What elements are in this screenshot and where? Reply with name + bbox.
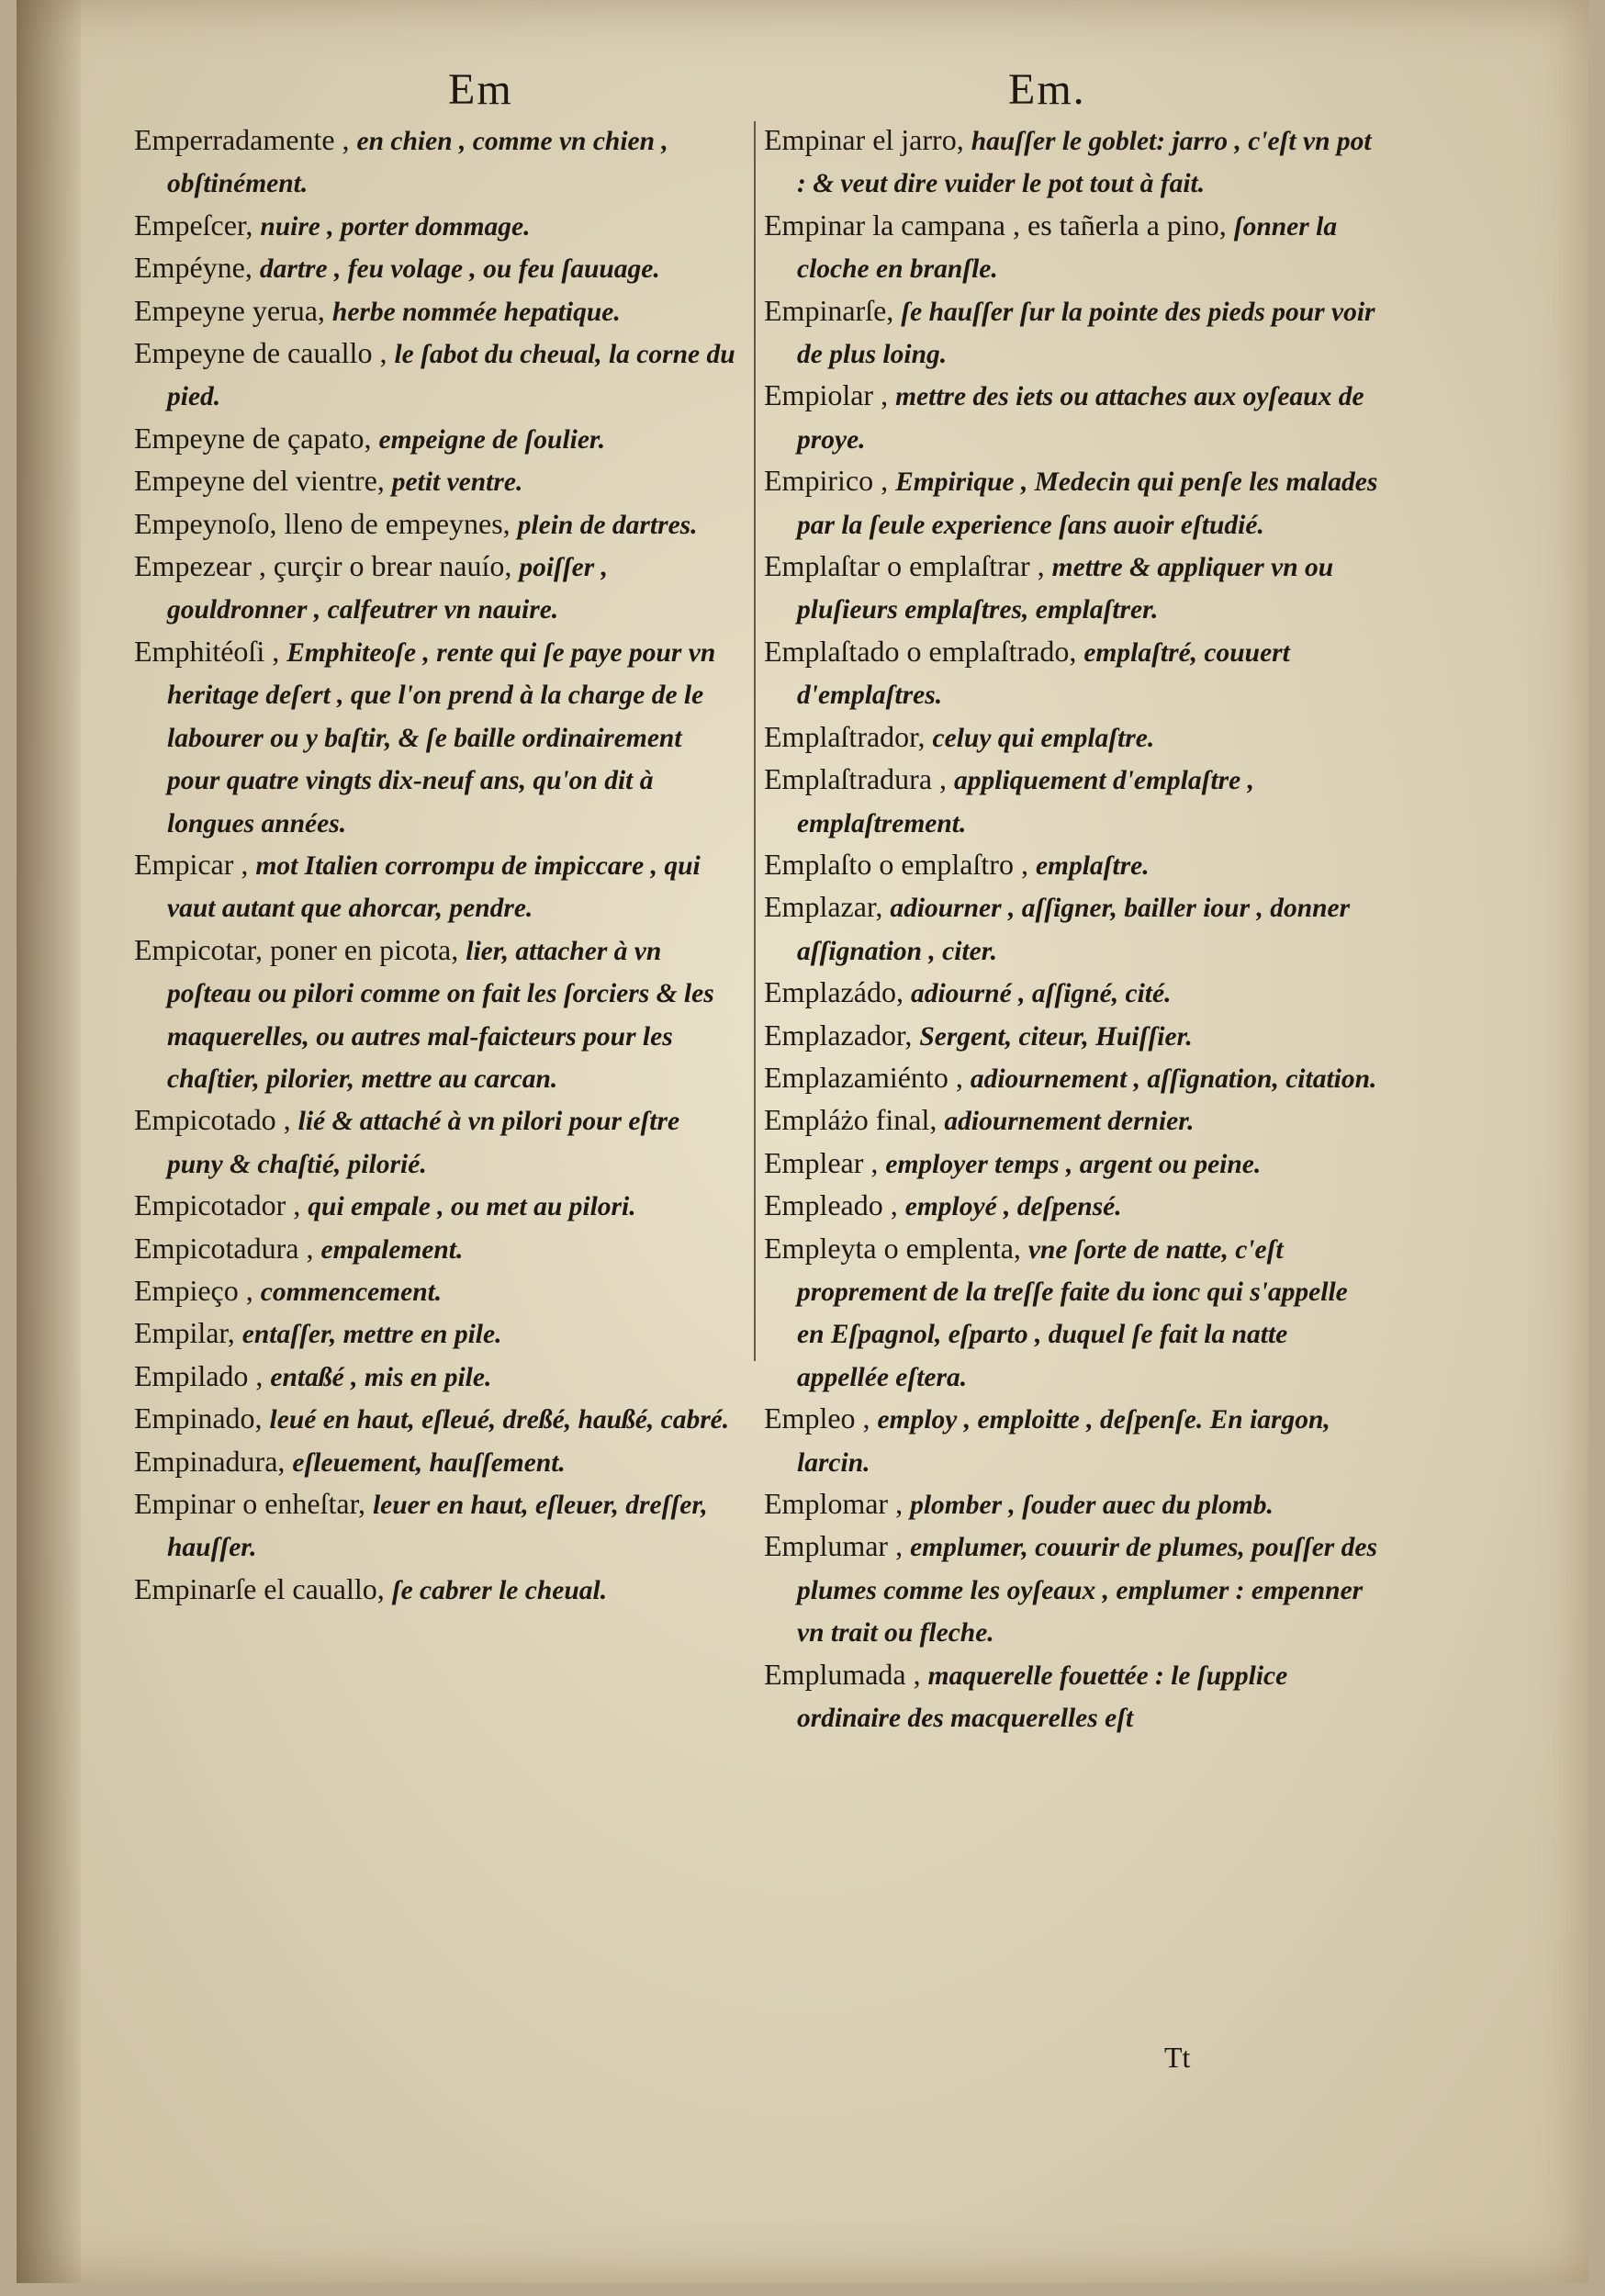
entry-headword: Empinarſe, bbox=[764, 293, 902, 327]
dictionary-entry bbox=[764, 546, 1379, 631]
dictionary-entry bbox=[764, 844, 1379, 886]
entry-definition: mot Italien corrompu de impiccare , qui vaut autant que ahorcar, pendre. bbox=[167, 850, 701, 924]
entry-definition: employé , deſpensé. bbox=[904, 1192, 1122, 1222]
entry-headword: Emphitéoſi , bbox=[134, 634, 287, 668]
entry-definition: employ , emploitte , deſpenſe. En iargon, larcin. bbox=[797, 1405, 1330, 1478]
dictionary-entry bbox=[764, 375, 1379, 460]
dictionary-entry bbox=[134, 1185, 740, 1227]
entry-definition: dartre , feu volage , ou feu ſauuage. bbox=[259, 254, 660, 285]
entry-definition: adiournement , aſſignation, citation. bbox=[970, 1064, 1377, 1094]
entry-headword: Empilar, bbox=[134, 1316, 242, 1350]
entry-headword: Empéyne, bbox=[134, 251, 260, 285]
entry-headword: Emplomar , bbox=[764, 1487, 911, 1520]
entry-definition: entaßé , mis en pile. bbox=[270, 1362, 492, 1392]
dictionary-entry bbox=[764, 460, 1379, 546]
entry-definition: leuer en haut, eſleuer, dreſſer, hauſſer. bbox=[167, 1491, 708, 1563]
entry-definition: maquerelle fouettée : le ſupplice ordinaire des macquerelles eſt bbox=[797, 1660, 1288, 1734]
dictionary-entry bbox=[134, 503, 740, 546]
dictionary-entry bbox=[134, 247, 740, 289]
entry-headword: Empirico , bbox=[764, 464, 896, 498]
entry-definition: adiourné , aſſigné, cité. bbox=[910, 979, 1172, 1009]
entry-headword: Emplazamiénto , bbox=[764, 1060, 971, 1094]
dictionary-entry bbox=[134, 1099, 740, 1185]
entry-headword: Empinar la campana , es tañerla a pino, bbox=[764, 208, 1234, 242]
entry-headword: Emplaſto o emplaſtro , bbox=[764, 847, 1036, 881]
entry-definition: adiourner , aſſigner, bailler iour , donner aſſignation , citer. bbox=[797, 894, 1351, 966]
entry-headword: Empicar , bbox=[134, 847, 256, 881]
catchword: Tt bbox=[1164, 2041, 1191, 2074]
entry-headword: Empeyne del vientre, bbox=[134, 464, 392, 498]
entry-headword: Empinado, bbox=[134, 1401, 270, 1435]
dictionary-entry bbox=[134, 1356, 740, 1398]
dictionary-entry bbox=[764, 1057, 1379, 1099]
entry-headword: Empeyne yerua, bbox=[134, 293, 332, 327]
entry-headword: Empeſcer, bbox=[134, 208, 261, 242]
entry-definition: hauſſer le goblet: jarro , c'eſt vn pot : & veut dire vuider le pot tout à fait. bbox=[797, 127, 1372, 199]
entry-definition: mettre & appliquer vn ou pluſieurs emplaſtres, emplaſtrer. bbox=[797, 553, 1334, 625]
entry-definition: mettre des iets ou attaches aux oyſeaux de proye. bbox=[797, 382, 1364, 455]
entry-headword: Empleo , bbox=[764, 1401, 878, 1435]
entry-definition: petit ventre. bbox=[391, 467, 523, 498]
entry-definition: leué en haut, eſleué, dreßé, haußé, cabré. bbox=[269, 1405, 730, 1435]
entry-headword: Emplaſtradura , bbox=[764, 762, 955, 796]
entry-definition: plomber , ſouder auec du plomb. bbox=[910, 1491, 1274, 1520]
dictionary-entry bbox=[764, 631, 1379, 716]
dictionary-entry bbox=[134, 844, 740, 929]
entry-headword: Empicotador , bbox=[134, 1188, 309, 1222]
entry-headword: Emperradamente , bbox=[134, 123, 357, 156]
entry-headword: Empláżo final, bbox=[764, 1103, 945, 1137]
dictionary-entry bbox=[134, 1228, 740, 1270]
entry-headword: Empicotadura , bbox=[134, 1231, 321, 1265]
entry-headword: Empiolar , bbox=[764, 378, 896, 412]
entry-definition: lié & attaché à vn pilori pour eſtre puny & chaſtié, pilorié. bbox=[167, 1107, 680, 1179]
entry-definition: Sergent, citeur, Huiſſier. bbox=[919, 1021, 1193, 1052]
entry-headword: Emplumar , bbox=[764, 1529, 911, 1563]
entry-headword: Empleado , bbox=[764, 1188, 905, 1222]
dictionary-entry bbox=[764, 290, 1379, 376]
entry-definition: nuire , porter dommage. bbox=[260, 211, 531, 242]
entry-definition: ſe hauſſer ſur la pointe des pieds pour voir de plus loing. bbox=[797, 297, 1375, 370]
entry-definition: employer temps , argent ou peine. bbox=[885, 1149, 1262, 1179]
dictionary-entry bbox=[134, 1312, 740, 1355]
entry-definition: Emphiteoſe , rente qui ſe paye pour vn heritage deſert , que l'on prend à la charge de le labourer ou y baſtir, & ſe baille ordinairement pour quatre vingts dix-neuf ans, qu'on dit à longues années. bbox=[167, 637, 716, 838]
left-running-head: Em bbox=[448, 65, 513, 114]
entry-definition: qui empale , ou met au pilori. bbox=[308, 1192, 636, 1222]
entry-definition: ſonner la cloche en branſle. bbox=[797, 211, 1338, 285]
entry-headword: Empezear , çurçir o brear nauío, bbox=[134, 549, 520, 583]
entry-definition: entaſſer, mettre en pile. bbox=[241, 1320, 502, 1350]
entry-headword: Empieço , bbox=[134, 1273, 261, 1307]
dictionary-entry bbox=[134, 119, 740, 205]
dictionary-entry bbox=[764, 1142, 1379, 1185]
dictionary-entry bbox=[764, 1015, 1379, 1057]
dictionary-entry bbox=[134, 332, 740, 418]
entry-definition: poiſſer , gouldronner , calfeutrer vn nauire. bbox=[167, 553, 608, 625]
right-column bbox=[764, 119, 1379, 1739]
entry-definition: emplaſtre. bbox=[1035, 850, 1150, 881]
entry-definition: Empirique , Medecin qui penſe les malades par la ſeule experience ſans auoir eſtudié. bbox=[797, 467, 1378, 540]
entry-headword: Empinadura, bbox=[134, 1444, 293, 1478]
dictionary-entry bbox=[134, 418, 740, 460]
dictionary-entry bbox=[764, 1099, 1379, 1142]
entry-definition: lier, attacher à vn poſteau ou pilori comme on fait les ſorciers & les maquerelles, ou autres mal-faicteurs pour les chaſtier, pilorier, mettre au carcan. bbox=[167, 936, 714, 1094]
right-running-head: Em. bbox=[1008, 65, 1086, 114]
dictionary-entry bbox=[764, 1185, 1379, 1227]
entry-headword: Empeyne de çapato, bbox=[134, 421, 379, 455]
entry-headword: Emplazádo, bbox=[764, 975, 911, 1009]
dictionary-entry bbox=[764, 119, 1379, 205]
entry-definition: herbe nommée hepatique. bbox=[331, 297, 621, 327]
dictionary-entry bbox=[764, 1228, 1379, 1399]
entry-headword: Emplumada , bbox=[764, 1657, 928, 1691]
entry-headword: Emplazar, bbox=[764, 890, 891, 924]
dictionary-entry bbox=[134, 1569, 740, 1611]
entry-definition: plein de dartres. bbox=[517, 510, 698, 540]
dictionary-entry bbox=[134, 290, 740, 332]
dictionary-entry bbox=[764, 886, 1379, 972]
entry-headword: Emplaſtrador, bbox=[764, 719, 933, 753]
entry-definition: empalement. bbox=[320, 1234, 464, 1265]
entry-headword: Empilado , bbox=[134, 1358, 271, 1392]
dictionary-entry bbox=[134, 631, 740, 844]
entry-definition: emplaſtré, couuert d'emplaſtres. bbox=[797, 637, 1290, 711]
entry-definition: commencement. bbox=[260, 1277, 443, 1307]
book-page bbox=[17, 0, 1588, 2283]
entry-headword: Empinar el jarro, bbox=[764, 123, 971, 156]
entry-headword: Empinar o enheſtar, bbox=[134, 1487, 373, 1520]
entry-definition: le ſabot du cheual, la corne du pied. bbox=[167, 340, 735, 412]
entry-headword: Empleyta o emplenta, bbox=[764, 1231, 1028, 1265]
dictionary-entry bbox=[764, 1525, 1379, 1653]
dictionary-entry bbox=[134, 1441, 740, 1483]
dictionary-entry bbox=[764, 716, 1379, 759]
entry-definition: appliquement d'emplaſtre , emplaſtrement. bbox=[797, 766, 1254, 838]
dictionary-entry bbox=[134, 205, 740, 247]
entry-headword: Emplaſtado o emplaſtrado, bbox=[764, 634, 1084, 668]
entry-headword: Empinarſe el cauallo, bbox=[134, 1571, 392, 1605]
dictionary-entry bbox=[134, 460, 740, 502]
entry-headword: Empicotar, poner en picota, bbox=[134, 932, 466, 966]
dictionary-entry bbox=[764, 759, 1379, 844]
entry-definition: eſleuement, hauſſement. bbox=[292, 1447, 566, 1478]
dictionary-entry bbox=[764, 972, 1379, 1014]
entry-definition: emplumer, couurir de plumes, pouſſer des plumes comme les oyſeaux , emplumer : empenner vn trait ou fleche. bbox=[797, 1533, 1377, 1649]
dictionary-entry bbox=[764, 1398, 1379, 1483]
entry-definition: ſe cabrer le cheual. bbox=[391, 1575, 608, 1605]
dictionary-entry bbox=[134, 1483, 740, 1569]
dictionary-entry bbox=[134, 1398, 740, 1440]
entry-definition: adiournement dernier. bbox=[944, 1107, 1195, 1137]
dictionary-entry bbox=[134, 929, 740, 1100]
entry-headword: Empeynoſo, lleno de empeynes, bbox=[134, 506, 518, 540]
dictionary-entry bbox=[134, 1270, 740, 1312]
entry-headword: Empicotado , bbox=[134, 1103, 298, 1137]
dictionary-entry bbox=[764, 1654, 1379, 1739]
entry-definition: vne ſorte de natte, c'eſt proprement de la treſſe faite du ionc qui s'appelle en Eſpagnol, eſparto , duquel ſe fait la natte appellée eſtera. bbox=[797, 1234, 1348, 1392]
entry-definition: en chien , comme vn chien , obſtinément. bbox=[167, 127, 668, 199]
dictionary-entry bbox=[134, 546, 740, 631]
entry-headword: Empeyne de cauallo , bbox=[134, 336, 395, 370]
dictionary-entry bbox=[764, 1483, 1379, 1525]
entry-definition: celuy qui emplaſtre. bbox=[932, 723, 1155, 753]
column-divider bbox=[754, 121, 756, 1361]
left-column bbox=[134, 119, 740, 1611]
entry-headword: Emplear , bbox=[764, 1145, 886, 1179]
binding-gutter bbox=[17, 0, 81, 2283]
entry-headword: Emplaſtar o emplaſtrar , bbox=[764, 549, 1052, 583]
entry-headword: Emplazador, bbox=[764, 1018, 920, 1052]
entry-definition: empeigne de ſoulier. bbox=[378, 424, 606, 455]
dictionary-entry bbox=[764, 205, 1379, 290]
